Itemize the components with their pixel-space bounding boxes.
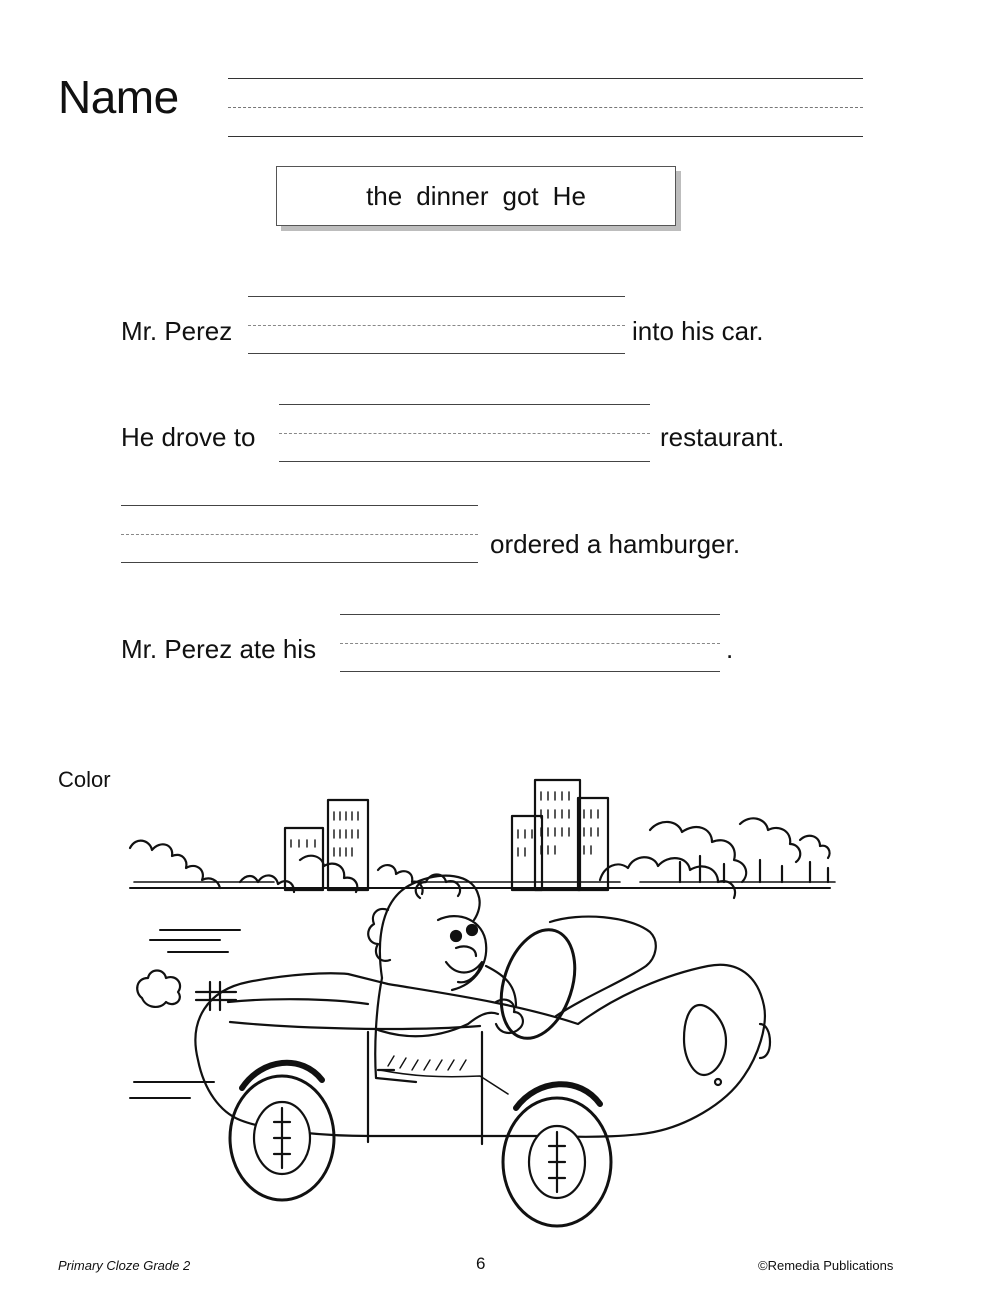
name-writing-field[interactable] [228, 78, 863, 138]
sentence-3-after: ordered a hamburger. [490, 529, 741, 559]
sentence-4-after: . [726, 634, 734, 664]
sentence-2-after: restaurant. [660, 422, 785, 452]
publisher: ©Remedia Publications [758, 1258, 894, 1273]
sentence-4-before: Mr. Perez ate his [121, 634, 317, 664]
sentence-1-blank[interactable] [248, 296, 625, 354]
sentence-3-blank[interactable] [121, 505, 478, 563]
sentence-4-blank[interactable] [340, 614, 720, 672]
word-bank-word: the [366, 180, 403, 211]
driver-figure [368, 875, 587, 1095]
color-instruction: Color [58, 767, 111, 792]
name-label: Name [58, 71, 179, 123]
sentence-1-after: into his car. [632, 316, 764, 346]
book-title: Primary Cloze Grade 2 [58, 1258, 191, 1273]
tree-line [130, 818, 835, 898]
word-bank-word: He [552, 180, 586, 211]
sentence-1-before: Mr. Perez [121, 316, 233, 346]
word-bank-word: dinner [416, 180, 489, 211]
car-wheels [230, 1063, 611, 1226]
skyline-buildings [285, 780, 608, 890]
page-number: 6 [476, 1254, 486, 1273]
word-bank-word: got [502, 180, 539, 211]
sentence-2-before: He drove to [121, 422, 256, 452]
coloring-illustration[interactable] [120, 770, 850, 1235]
word-bank [276, 166, 676, 226]
sentence-2-blank[interactable] [279, 404, 650, 462]
exhaust-puff [137, 971, 236, 1011]
